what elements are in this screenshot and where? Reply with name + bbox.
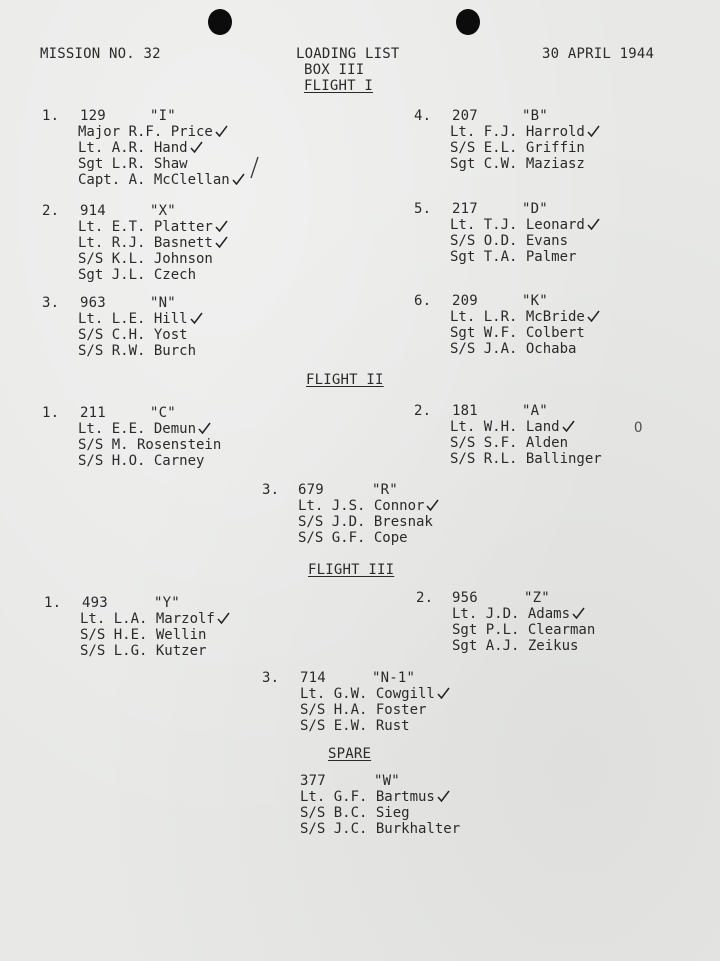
checkmark-icon [437, 687, 450, 699]
crew-name: S/S E.L. Griffin [450, 140, 585, 156]
crew-member [300, 789, 450, 805]
crew-member [78, 140, 203, 156]
marginal-mark: O [634, 420, 643, 436]
crew-name: Capt. A. McClellan [78, 172, 230, 188]
crew-name: Sgt W.F. Colbert [450, 325, 585, 341]
crew-member [78, 343, 196, 359]
checkmark-icon [232, 173, 245, 185]
aircraft-letter: "W" [374, 773, 400, 789]
crew-name: S/S M. Rosenstein [78, 437, 222, 453]
crew-member [450, 140, 585, 156]
crew-name: Lt. L.A. Marzolf [80, 611, 215, 627]
flight-3-heading: FLIGHT III [308, 562, 395, 578]
crew-name: Lt. E.T. Platter [78, 219, 213, 235]
crew-member [78, 437, 221, 453]
crew-name: Sgt T.A. Palmer [450, 249, 577, 265]
crew-member [450, 435, 568, 451]
aircraft-serial: 714 [300, 670, 326, 686]
aircraft-letter: "N" [150, 295, 176, 311]
crew-member [300, 718, 410, 734]
aircraft-position-number: 5. [414, 201, 432, 217]
aircraft-serial: 679 [298, 482, 324, 498]
crew-member [300, 821, 460, 837]
crew-name: Lt. E.E. Demun [78, 421, 197, 437]
checkmark-icon [587, 125, 600, 137]
crew-member [300, 805, 410, 821]
crew-member [80, 627, 206, 643]
crew-name: S/S E.W. Rust [300, 718, 410, 734]
crew-name: S/S O.D. Evans [450, 233, 569, 249]
aircraft-position-number: 1. [42, 108, 60, 124]
document-date: 30 APRIL 1944 [542, 46, 655, 62]
crew-name: S/S R.L. Ballinger [450, 451, 602, 467]
punch-hole-right [456, 9, 480, 35]
flight-1-heading: FLIGHT I [304, 78, 374, 94]
crew-name: S/S J.C. Burkhalter [300, 821, 461, 837]
crew-name: Sgt A.J. Zeikus [452, 638, 579, 654]
crew-name: S/S C.H. Yost [78, 327, 188, 343]
checkmark-icon [587, 310, 600, 322]
crew-member [450, 217, 600, 233]
crew-name: Sgt J.L. Czech [78, 267, 197, 283]
crew-member [78, 327, 188, 343]
aircraft-serial: 956 [452, 590, 478, 606]
crew-member [78, 421, 211, 437]
aircraft-letter: "D" [522, 201, 548, 217]
crew-member [450, 325, 585, 341]
aircraft-position-number: 3. [262, 670, 280, 686]
crew-name: S/S R.W. Burch [78, 343, 197, 359]
crew-name: Lt. R.J. Basnett [78, 235, 213, 251]
checkmark-icon [215, 236, 228, 248]
aircraft-serial: 217 [452, 201, 478, 217]
crew-member [80, 611, 230, 627]
crew-member [78, 235, 228, 251]
crew-name: Lt. L.R. McBride [450, 309, 585, 325]
crew-member [452, 622, 595, 638]
crew-name: Lt. A.R. Hand [78, 140, 188, 156]
punch-hole-left [208, 9, 232, 35]
aircraft-position-number: 3. [42, 295, 60, 311]
crew-name: S/S J.D. Bresnak [298, 514, 433, 530]
crew-member [450, 309, 600, 325]
aircraft-letter: "N-1" [372, 670, 416, 686]
crew-member [80, 643, 206, 659]
aircraft-position-number: 4. [414, 108, 432, 124]
document-title: LOADING LIST [296, 46, 400, 62]
aircraft-position-number: 1. [42, 405, 60, 421]
aircraft-letter: "Y" [154, 595, 180, 611]
crew-name: Sgt C.W. Maziasz [450, 156, 585, 172]
aircraft-letter: "X" [150, 203, 176, 219]
crew-name: Lt. J.D. Adams [452, 606, 571, 622]
crew-member [298, 530, 408, 546]
checkmark-icon [215, 220, 228, 232]
aircraft-position-number: 6. [414, 293, 432, 309]
aircraft-letter: "C" [150, 405, 176, 421]
aircraft-position-number: 2. [416, 590, 434, 606]
crew-member [78, 311, 203, 327]
aircraft-serial: 211 [80, 405, 106, 421]
crew-member [452, 606, 585, 622]
aircraft-serial: 207 [452, 108, 478, 124]
crew-name: Major R.F. Price [78, 124, 213, 140]
flight-2-heading: FLIGHT II [306, 372, 384, 388]
aircraft-letter: "Z" [524, 590, 550, 606]
aircraft-position-number: 3. [262, 482, 280, 498]
checkmark-icon [572, 607, 585, 619]
crew-name: S/S B.C. Sieg [300, 805, 410, 821]
crew-name: S/S H.O. Carney [78, 453, 205, 469]
crew-name: S/S H.E. Wellin [80, 627, 207, 643]
mission-number: MISSION NO. 32 [40, 46, 161, 62]
crew-name: Lt. W.H. Land [450, 419, 560, 435]
crew-name: Lt. G.F. Bartmus [300, 789, 435, 805]
crew-name: Sgt L.R. Shaw [78, 156, 188, 172]
crew-member [300, 702, 426, 718]
checkmark-icon [190, 141, 203, 153]
aircraft-position-number: 2. [414, 403, 432, 419]
checkmark-icon [217, 612, 230, 624]
checkmark-icon [437, 790, 450, 802]
spare-heading: SPARE [328, 746, 372, 762]
aircraft-letter: "R" [372, 482, 398, 498]
crew-name: S/S J.A. Ochaba [450, 341, 577, 357]
checkmark-icon [215, 125, 228, 137]
crew-member [78, 156, 188, 172]
crew-member [78, 124, 228, 140]
checkmark-icon [190, 312, 203, 324]
crew-member [450, 156, 585, 172]
crew-name: S/S H.A. Foster [300, 702, 427, 718]
crew-name: S/S K.L. Johnson [78, 251, 213, 267]
crew-name: S/S G.F. Cope [298, 530, 408, 546]
aircraft-serial: 493 [82, 595, 108, 611]
crew-name: Lt. G.W. Cowgill [300, 686, 435, 702]
checkmark-icon [426, 499, 439, 511]
crew-member [78, 219, 228, 235]
crew-name: S/S S.F. Alden [450, 435, 569, 451]
crew-member [78, 267, 196, 283]
checkmark-icon [562, 420, 575, 432]
crew-member [450, 124, 600, 140]
aircraft-letter: "B" [522, 108, 548, 124]
crew-member [298, 514, 433, 530]
crew-member [450, 451, 602, 467]
aircraft-serial: 209 [452, 293, 478, 309]
checkmark-icon [587, 218, 600, 230]
crew-name: Lt. F.J. Harrold [450, 124, 585, 140]
crew-member [450, 419, 575, 435]
aircraft-serial: 377 [300, 773, 326, 789]
pencil-stroke [248, 156, 260, 180]
crew-member [298, 498, 439, 514]
crew-member [450, 233, 568, 249]
aircraft-serial: 963 [80, 295, 106, 311]
crew-member [78, 251, 213, 267]
crew-member [452, 638, 578, 654]
crew-name: Sgt P.L. Clearman [452, 622, 596, 638]
box-label: BOX III [304, 62, 365, 78]
crew-member [78, 172, 245, 188]
aircraft-letter: "K" [522, 293, 548, 309]
aircraft-serial: 129 [80, 108, 106, 124]
aircraft-serial: 181 [452, 403, 478, 419]
crew-member [300, 686, 450, 702]
crew-member [78, 453, 204, 469]
crew-name: Lt. L.E. Hill [78, 311, 188, 327]
crew-name: S/S L.G. Kutzer [80, 643, 207, 659]
aircraft-letter: "I" [150, 108, 176, 124]
aircraft-serial: 914 [80, 203, 106, 219]
crew-name: Lt. J.S. Connor [298, 498, 425, 514]
crew-member [450, 341, 576, 357]
aircraft-position-number: 2. [42, 203, 60, 219]
crew-name: Lt. T.J. Leonard [450, 217, 585, 233]
checkmark-icon [198, 422, 211, 434]
crew-member [450, 249, 576, 265]
aircraft-letter: "A" [522, 403, 548, 419]
aircraft-position-number: 1. [44, 595, 62, 611]
